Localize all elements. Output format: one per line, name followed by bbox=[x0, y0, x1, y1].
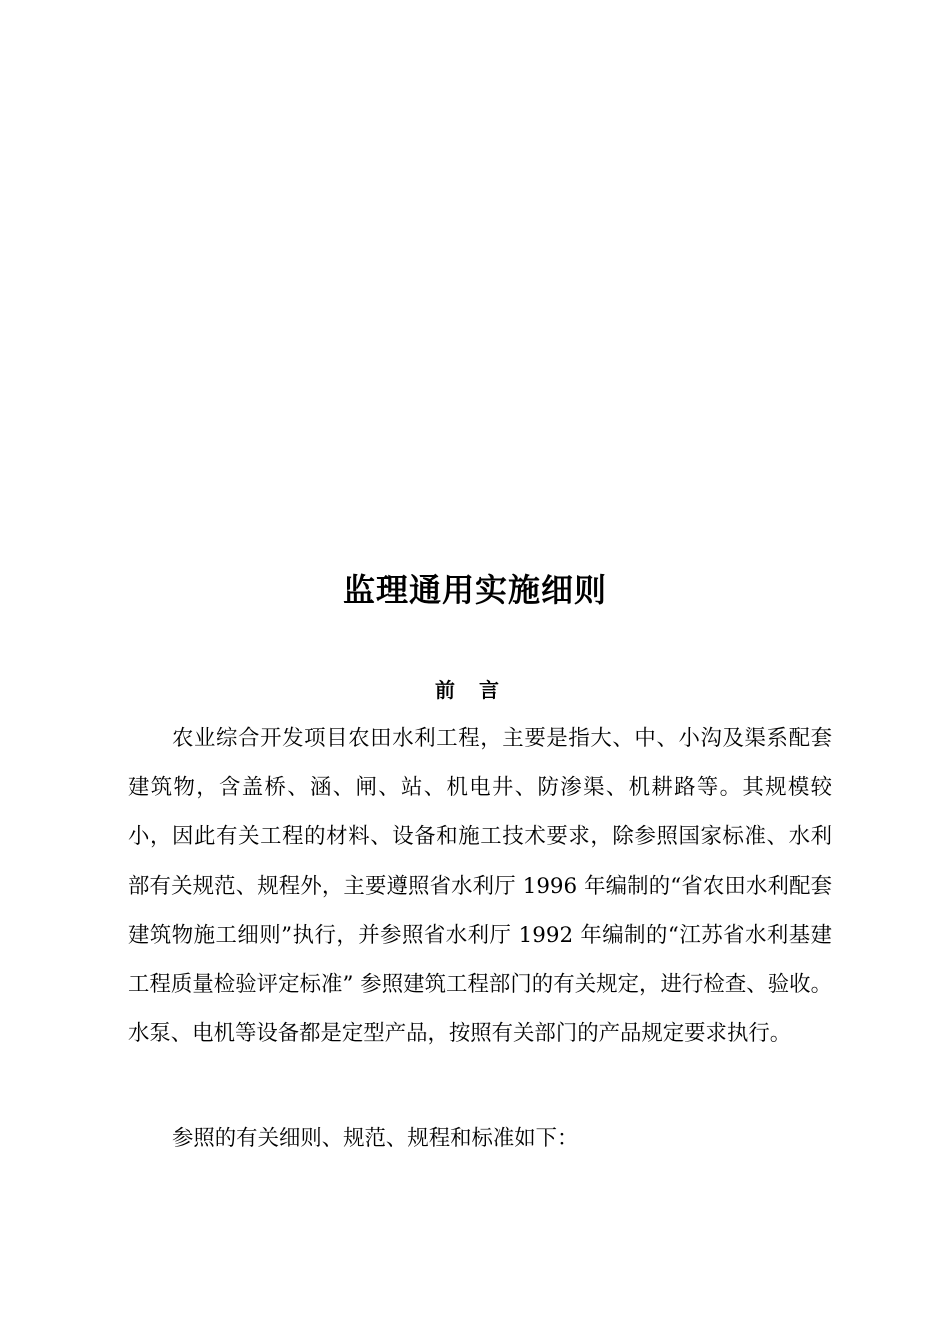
document-title: 监理通用实施细则 bbox=[342, 571, 607, 609]
preface-heading: 前言 bbox=[435, 678, 523, 702]
references-intro-paragraph: 参照的有关细则、规范、规程和标准如下： bbox=[172, 1126, 579, 1151]
preface-paragraph: 农业综合开发项目农田水利工程，主要是指大、中、小沟及渠系配套建筑物，含盖桥、涵、闸、站、机电井、防渗渠、机耕路等。其规模较小，因此有关工程的材料、设备和施工技术要求，除参照国家标准、水利部有关规范、规程外，主要遵照省水利厅 1996 年编制的“省农田水利配套建筑物施工细则”执行，并参照省水利厅 1992 年编制的“江苏省水利基建工程质量检验评定标准” 参照建筑工程部门的有关规定，进行检查、验收。水泵、电机等设备都是定型产品，按照有关部门的产品规定要求执行。 bbox=[128, 726, 832, 1047]
